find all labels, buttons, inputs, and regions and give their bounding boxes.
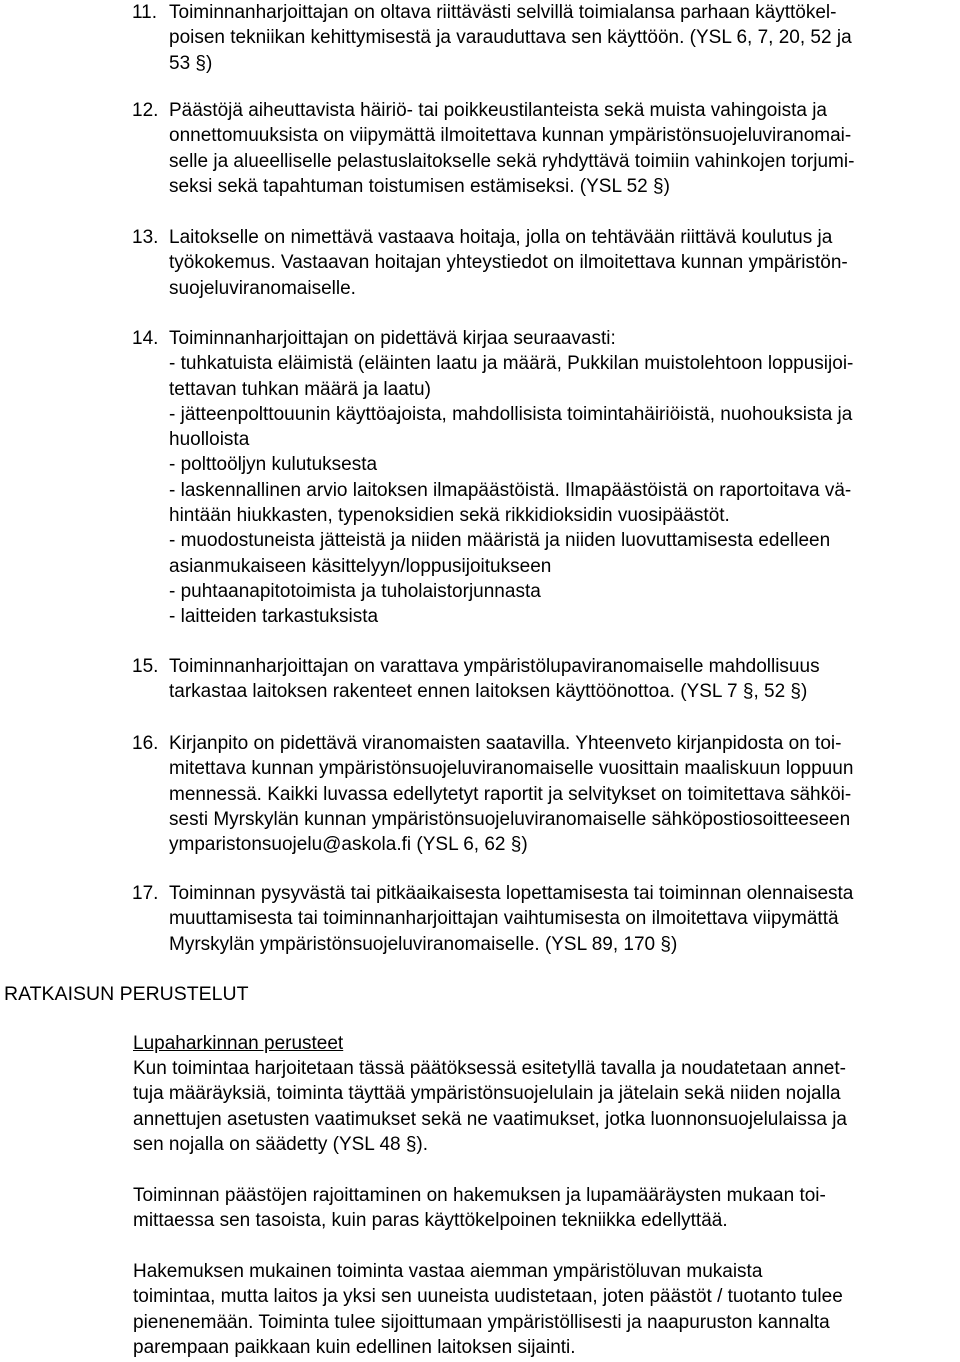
regulation-item-17 <box>133 881 955 957</box>
item-text-line: Kirjanpito on pidettävä viranomaisten saatavilla. Yhteenveto kirjanpidosta on toi- <box>169 733 842 754</box>
item-number: 15. <box>132 656 159 677</box>
regulation-item-15 <box>133 654 955 705</box>
paragraph-line: tuja määräyksiä, toiminta täyttää ympäristönsuojelulain ja jätelain sekä niiden nojalla <box>133 1083 841 1105</box>
regulation-item-16 <box>133 731 955 857</box>
item-number: 14. <box>132 328 159 349</box>
paragraph-line: mittaessa sen tasoista, kuin paras käyttökelpoinen tekniikka edellyttää. <box>133 1210 728 1232</box>
paragraph-line: toimintaa, mutta laitos ja yksi sen uuneista uudistetaan, joten päästöt / tuotanto tulee <box>133 1286 843 1308</box>
item-text-line: - puhtaanapitotoimista ja tuholaistorjunnasta <box>169 580 541 602</box>
paragraph-line: Kun toimintaa harjoitetaan tässä päätöksessä esitetyllä tavalla ja noudatetaan annet- <box>133 1058 846 1079</box>
paragraph <box>133 1056 955 1157</box>
item-text-line: onnettomuuksista on viipymättä ilmoitettava kunnan ympäristönsuojeluviranomai- <box>169 125 852 147</box>
item-number: 12. <box>132 100 159 121</box>
item-text-line: - polttoöljyn kulutuksesta <box>169 454 378 476</box>
item-text-line: Toiminnanharjoittajan on varattava ympäristölupaviranomaiselle mahdollisuus <box>169 656 820 677</box>
paragraph-line: parempaan paikkaan kuin edellinen laitoksen sijainti. <box>133 1336 576 1358</box>
item-text-line: - muodostuneista jätteistä ja niiden määristä ja niiden luovuttamisesta edelleen <box>169 530 831 552</box>
item-text-line: suojeluviranomaiselle. <box>169 277 356 299</box>
regulation-item-12 <box>133 98 955 199</box>
item-text-line: - tuhkatuista eläimistä (eläinten laatu ja määrä, Pukkilan muistolehtoon loppusijoi- <box>169 353 854 375</box>
paragraph-line: annettujen asetusten vaatimukset sekä ne vaatimukset, jotka luonnonsuojelulaissa ja <box>133 1108 847 1130</box>
item-number: 13. <box>132 227 159 248</box>
item-text-line: poisen tekniikan kehittymisestä ja varauduttava sen käyttöön. (YSL 6, 7, 20, 52 ja <box>169 27 852 49</box>
item-text-line: sesti Myrskylän kunnan ympäristönsuojeluviranomaiselle sähköpostiosoitteeseen <box>169 808 851 830</box>
item-text-line: Päästöjä aiheuttavista häiriö- tai poikkeustilanteista sekä muista vahingoista ja <box>169 100 827 121</box>
item-text-line: työkokemus. Vastaavan hoitajan yhteystiedot on ilmoitettava kunnan ympäristön- <box>169 252 848 274</box>
subheading: Lupaharkinnan perusteet <box>133 1033 344 1054</box>
item-text-line: Myrskylän ympäristönsuojeluviranomaiselle. (YSL 89, 170 §) <box>169 933 678 955</box>
item-number: 11. <box>132 2 158 23</box>
item-text-line: ymparistonsuojelu@askola.fi (YSL 6, 62 §) <box>169 834 528 856</box>
item-text-line: tarkastaa laitoksen rakenteet ennen laitoksen käyttöönottoa. (YSL 7 §, 52 §) <box>169 681 808 703</box>
paragraph-line: Toiminnan päästöjen rajoittaminen on hakemuksen ja lupamääräysten mukaan toi- <box>133 1185 826 1206</box>
paragraph-line: sen nojalla on säädetty (YSL 48 §). <box>133 1133 429 1155</box>
subheading-block <box>133 1031 955 1056</box>
item-number: 17. <box>132 883 159 904</box>
item-number: 16. <box>132 733 159 754</box>
paragraph-line: pienenemään. Toiminta tulee sijoittumaan ympäristöllisesti ja naapuruston kannalta <box>133 1311 830 1333</box>
paragraph-line: Hakemuksen mukainen toiminta vastaa aiemman ympäristöluvan mukaista <box>133 1261 763 1282</box>
item-text-line: asianmukaiseen käsittelyyn/loppusijoitukseen <box>169 555 552 577</box>
item-text-line: huolloista <box>169 429 250 451</box>
item-text-line: - laitteiden tarkastuksista <box>169 606 379 628</box>
item-text-line: Toiminnan pysyvästä tai pitkäaikaisesta lopettamisesta tai toiminnan olennaisesta <box>169 883 854 904</box>
item-text-line: muuttamisesta tai toiminnanharjoittajan vaihtumisesta on ilmoitettava viipymättä <box>169 908 839 930</box>
item-text-line: - laskennallinen arvio laitoksen ilmapäästöistä. Ilmapäästöistä on raportoitava vä- <box>169 479 852 501</box>
item-text-line: 53 §) <box>169 52 213 74</box>
paragraph <box>133 1183 955 1234</box>
regulation-item-13 <box>133 225 955 301</box>
item-text-line: mitettava kunnan ympäristönsuojeluviranomaiselle vuosittain maaliskuun loppuun <box>169 758 854 780</box>
regulation-item-14 <box>133 326 955 630</box>
item-text-line: selle ja alueelliselle pelastuslaitokselle sekä ryhdyttävä toimiin vahinkojen torjumi- <box>169 150 855 172</box>
section-heading: RATKAISUN PERUSTELUT <box>4 983 249 1005</box>
item-text-line: mennessä. Kaikki luvassa edellytetyt raportit ja selvitykset on toimitettava sähköi- <box>169 783 852 805</box>
item-text-line: Laitokselle on nimettävä vastaava hoitaja, jolla on tehtävään riittävä koulutus ja <box>169 227 833 248</box>
item-text-line: seksi sekä tapahtuman toistumisen estämiseksi. (YSL 52 §) <box>169 175 670 197</box>
item-text-line: Toiminnanharjoittajan on oltava riittävästi selvillä toimialansa parhaan käyttökel- <box>169 2 837 23</box>
item-text-line: hintään hiukkasten, typenoksidien sekä rikkidioksidin vuosipäästöt. <box>169 505 730 527</box>
paragraph <box>133 1259 955 1360</box>
item-text-line: - jätteenpolttouunin käyttöajoista, mahdollisista toimintahäiriöistä, nuohouksista ja <box>169 403 853 425</box>
regulation-item-11 <box>133 0 955 76</box>
item-text-line: tettavan tuhkan määrä ja laatu) <box>169 378 431 400</box>
item-text-line: Toiminnanharjoittajan on pidettävä kirjaa seuraavasti: <box>169 328 616 349</box>
